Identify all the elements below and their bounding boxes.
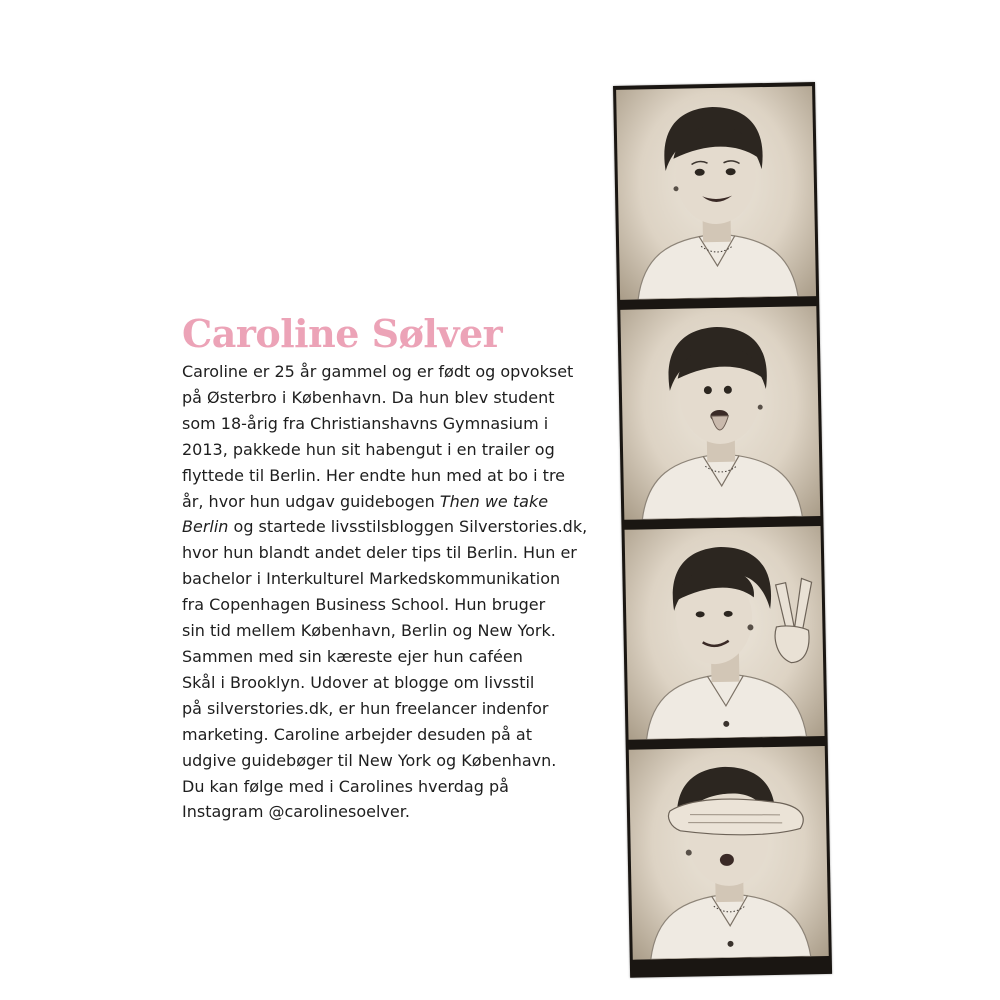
bio-line: Caroline er 25 år gammel og er født og opvokset bbox=[182, 362, 574, 381]
bio-text: år, hvor hun udgav guidebogen bbox=[182, 491, 440, 511]
bio-line: flyttede til Berlin. Her endte hun med at bo i tre bbox=[182, 465, 566, 485]
photo-frame-peace-sign bbox=[625, 526, 825, 740]
bio-line: 2013, pakkede hun sit habengut i en trailer og bbox=[182, 439, 555, 459]
bio-line: Instagram @carolinesoelver. bbox=[182, 802, 410, 822]
book-title: Berlin bbox=[182, 517, 229, 537]
bio-line: som 18-årig fra Christianshavns Gymnasium i bbox=[182, 413, 549, 433]
bio-text: og startede livsstilsbloggen Silverstories.dk, bbox=[228, 517, 588, 537]
bio-line: fra Copenhagen Business School. Hun bruger bbox=[182, 595, 546, 615]
photo-frame-tongue-out bbox=[620, 306, 820, 520]
bio-line: Skål i Brooklyn. Udover at blogge om livsstil bbox=[182, 672, 535, 692]
book-title: Then we take bbox=[439, 491, 549, 511]
bio-line: udgive guidebøger til New York og København. bbox=[182, 750, 557, 770]
bio-line: Sammen med sin kæreste ejer hun caféen bbox=[182, 646, 523, 666]
bio-line: sin tid mellem København, Berlin og New York. bbox=[182, 621, 556, 641]
profile-name: Caroline Sølver bbox=[182, 311, 503, 356]
photo-frame-smiling bbox=[616, 86, 816, 300]
photo-frame-covering-eyes bbox=[629, 746, 829, 960]
bio-line bbox=[182, 514, 612, 540]
bio-line: Du kan følge med i Carolines hverdag på bbox=[182, 776, 509, 796]
bio-line: hvor hun blandt andet deler tips til Berlin. Hun er bbox=[182, 543, 577, 563]
bio-line: bachelor i Interkulturel Markedskommunikation bbox=[182, 569, 561, 589]
photo-booth-strip bbox=[613, 82, 832, 978]
bio-line bbox=[182, 489, 612, 515]
bio-line: på Østerbro i København. Da hun blev student bbox=[182, 387, 555, 407]
bio-line: marketing. Caroline arbejder desuden på at bbox=[182, 724, 532, 744]
bio-line: på silverstories.dk, er hun freelancer indenfor bbox=[182, 698, 549, 718]
profile-bio bbox=[182, 359, 612, 825]
